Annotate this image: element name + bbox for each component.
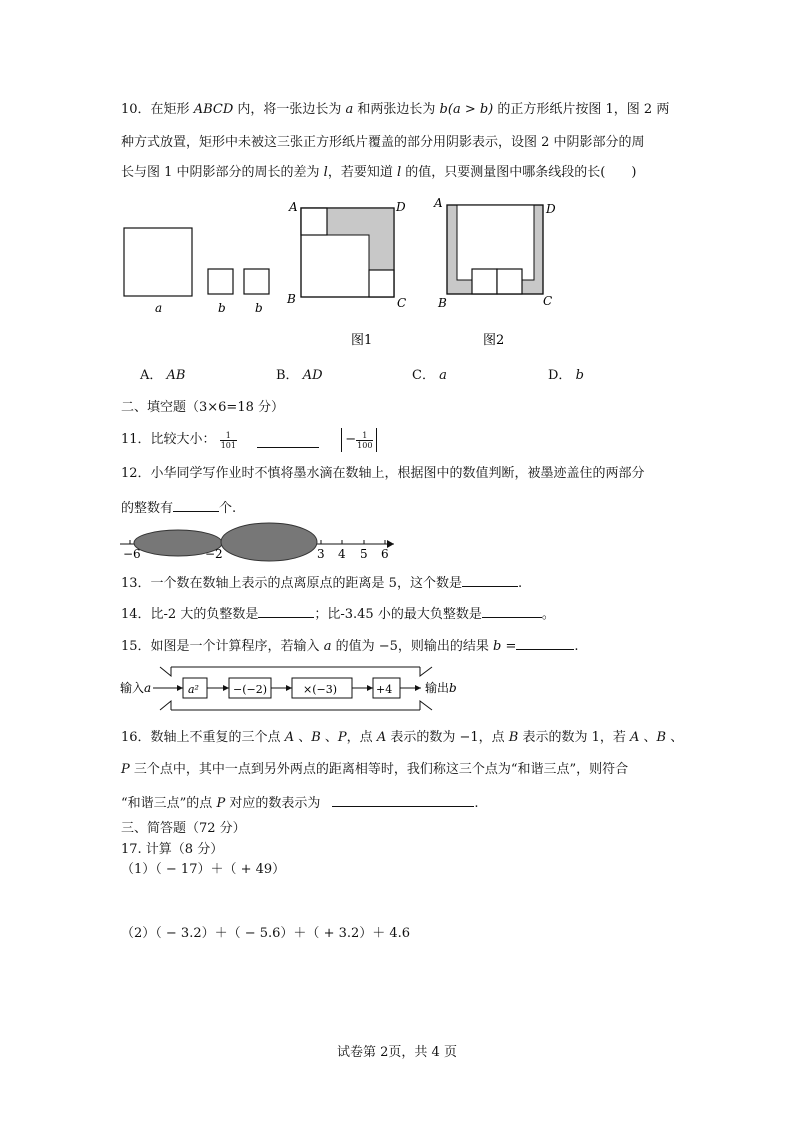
label-b-2: b — [255, 301, 263, 315]
svg-text:5: 5 — [360, 547, 368, 561]
svg-text:−2: −2 — [205, 547, 223, 561]
q13-answer-blank[interactable] — [462, 572, 518, 587]
q11-frac-2: $\frac{1}{100}$ — [357, 430, 373, 450]
q17-part-2: （2）（ − 3.2）＋（ − 5.6）＋（ + 3.2）＋ 4.6 — [121, 926, 411, 941]
svg-text:图2: 图2 — [483, 333, 505, 348]
svg-text:3: 3 — [317, 547, 325, 561]
q14: 14．比-2 大的负整数是 ；比-3.45 小的最大负整数是 。 — [121, 603, 555, 624]
option-d: D． b — [548, 368, 584, 383]
q10-figure — [0, 195, 794, 355]
flow-step-1: a² — [188, 683, 199, 696]
svg-text:A: A — [289, 200, 298, 214]
svg-text:4: 4 — [338, 547, 346, 561]
figure-1 — [286, 200, 406, 348]
q10-line-3: 长与图 1 中阴影部分的周长的差为 l，若要知道 l 的值，只要测量图中哪条线段的长( ) — [121, 165, 637, 180]
q11-answer-blank[interactable] — [257, 433, 319, 448]
q12-answer-blank[interactable] — [173, 497, 219, 512]
option-b: B． AD — [276, 368, 323, 383]
svg-text:图1: 图1 — [351, 333, 373, 348]
label-b-1: b — [218, 301, 226, 315]
q10-line-1: 10．在矩形 ABCD 内，将一张边长为 a 和两张边长为 b(a > b) 的正方形纸片按图 1，图 2 两 — [121, 102, 670, 117]
q14-answer-blank-1[interactable] — [258, 603, 314, 618]
svg-text:6: 6 — [381, 547, 389, 561]
svg-text:D: D — [546, 202, 556, 216]
ink-blot-2 — [221, 523, 317, 561]
option-c: C． a — [412, 368, 447, 383]
svg-text:C: C — [397, 296, 407, 310]
q10-line-2: 种方式放置，矩形中未被这三张正方形纸片覆盖的部分用阴影表示，设图 2 中阴影部分的周 — [121, 135, 645, 150]
q13: 13．一个数在数轴上表示的点离原点的距离是 5，这个数是 . — [121, 572, 522, 593]
label-a: a — [155, 301, 163, 315]
q15: 15．如图是一个计算程序，若输入 a 的值为 −5，则输出的结果 b = . — [121, 635, 579, 656]
svg-text:−6: −6 — [123, 547, 141, 561]
q16-line-2: P 三个点中，其中一点到另外两点的距离相等时，我们称这三个点为“和谐三点”，则符合 — [121, 762, 629, 777]
q14-answer-blank-2[interactable] — [482, 603, 542, 618]
q16-line-3: “和谐三点”的点 P 对应的数表示为 . — [121, 792, 478, 813]
flow-step-4: +4 — [376, 683, 393, 696]
q16-answer-blank[interactable] — [332, 792, 474, 807]
q11-abs: − $\frac{1}{100}$ — [341, 428, 377, 452]
q15-answer-blank[interactable] — [516, 635, 574, 650]
svg-text:B: B — [287, 292, 296, 306]
q11-frac-1: $\frac{1}{101}$ — [220, 430, 236, 450]
section-3-title: 三、简答题（72 分） — [121, 821, 246, 836]
q17-title: 17. 计算（8 分） — [121, 842, 224, 857]
square-b-2 — [244, 269, 269, 294]
q17-part-1: （1）（ − 17）＋（ + 49） — [121, 862, 286, 877]
svg-text:D: D — [396, 200, 406, 214]
page-footer: 试卷第 2页，共 4 页 — [337, 1045, 457, 1060]
svg-text:C: C — [543, 294, 553, 308]
square-a — [124, 228, 192, 296]
flow-step-3: ×(−3) — [303, 683, 338, 696]
option-a: A． AB — [140, 368, 186, 383]
section-2-title: 二、填空题（3×6=18 分） — [121, 400, 285, 415]
q15-flowchart — [0, 664, 794, 714]
q16-line-1: 16．数轴上不重复的三个点 A 、B 、P，点 A 表示的数为 −1，点 B 表示的数为 1，若 A 、B 、 — [121, 730, 684, 745]
flow-input: 输入a — [120, 681, 152, 695]
figure-2 — [433, 196, 556, 348]
svg-text:A: A — [434, 196, 443, 210]
q11: 11．比较大小： $\frac{1}{101}$ − $\frac{1}{100}$ — [121, 428, 377, 456]
q12-line-2: 的整数有 个. — [121, 497, 236, 518]
svg-text:B: B — [438, 296, 447, 310]
flow-output: 输出b — [425, 681, 457, 695]
flow-step-2: −(−2) — [233, 683, 268, 696]
q12-line-1: 12．小华同学写作业时不慎将墨水滴在数轴上，根据图中的数值判断，被墨迹盖住的两部分 — [121, 466, 645, 481]
square-b-1 — [208, 269, 233, 294]
q12-number-line — [0, 521, 794, 567]
